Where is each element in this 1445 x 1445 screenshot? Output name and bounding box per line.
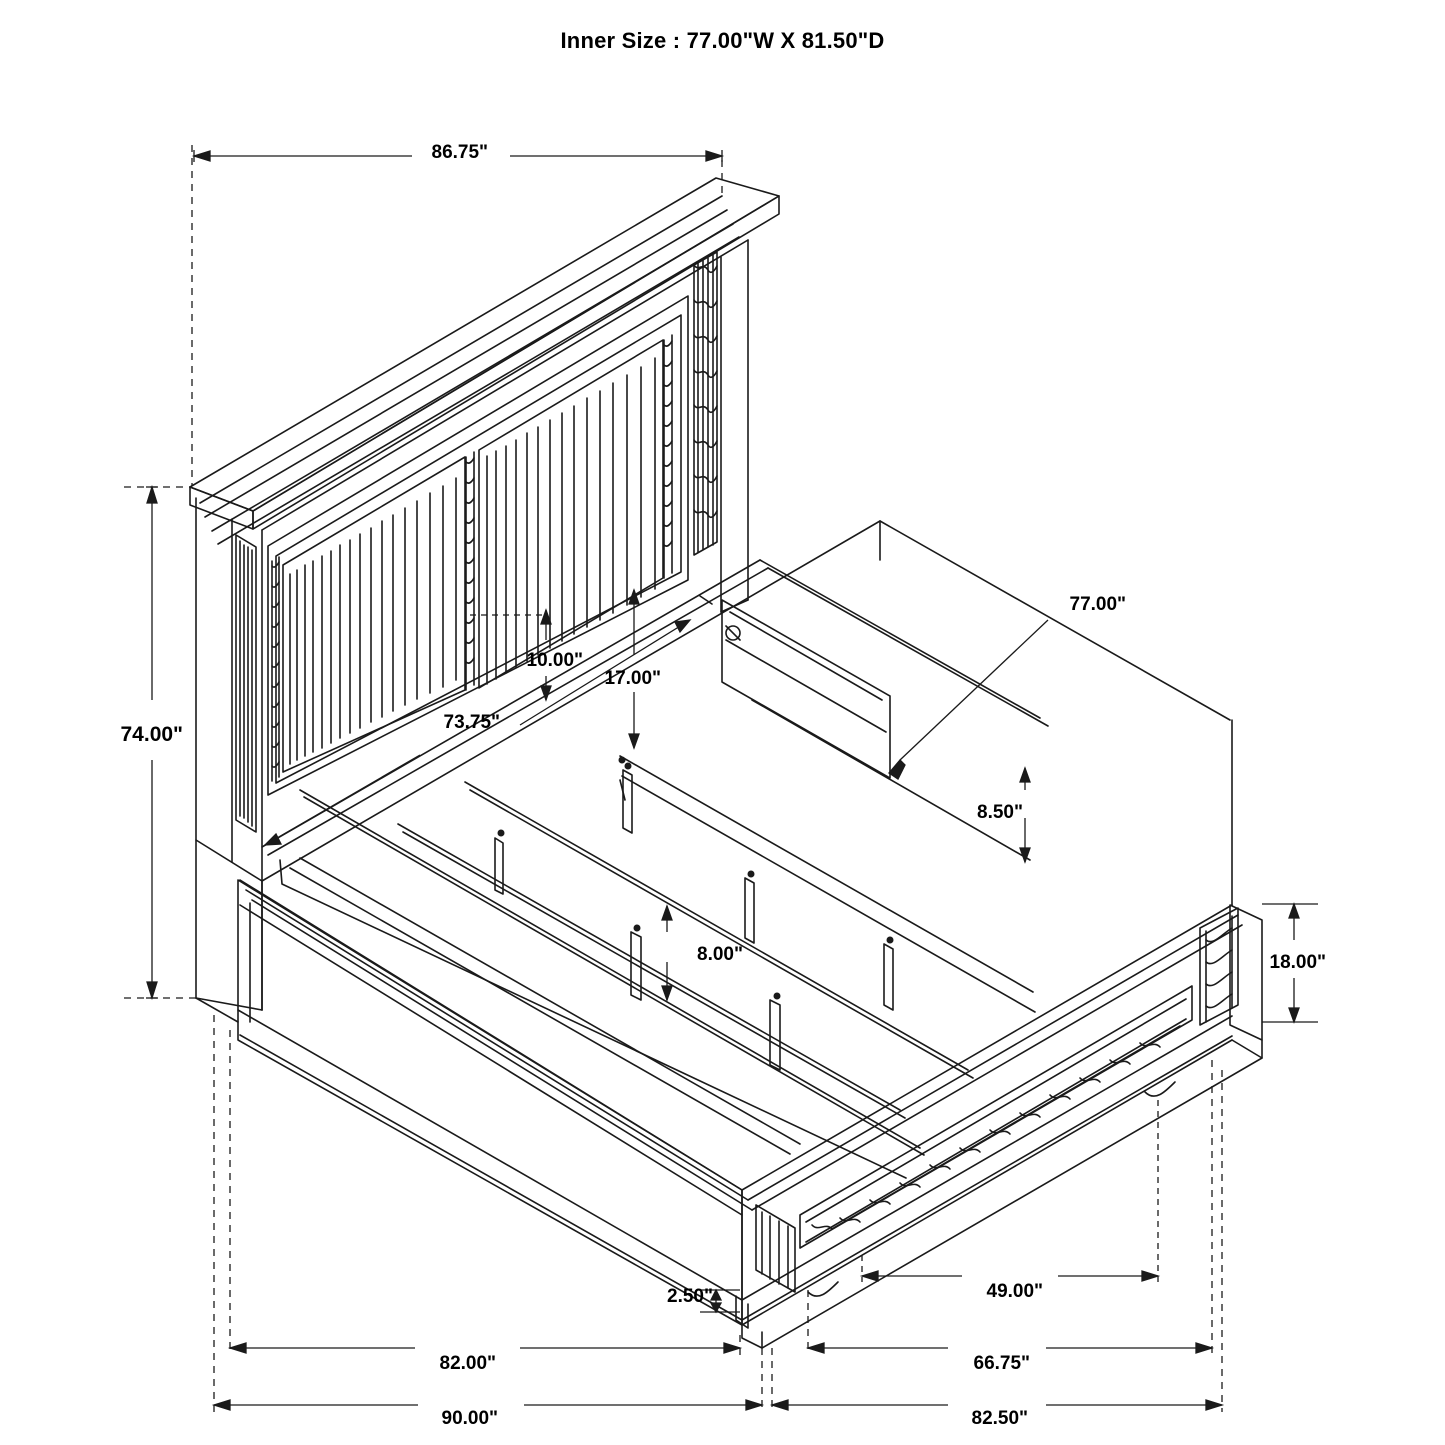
dimline-77-00-leader [889,620,1048,779]
dim-label-panel-height: 17.00" [604,668,662,689]
headboard-left-post [236,535,256,832]
dim-label-bed-length-overall: 90.00" [441,1408,499,1429]
dim-label-footboard-inner: 49.00" [986,1281,1044,1302]
headboard-panel-left [283,457,465,772]
footboard-left-post [756,1205,795,1292]
dim-label-bed-length-inner: 82.00" [439,1353,497,1374]
support-leg-6 [884,944,893,1010]
dimline-8-00 [662,906,672,1000]
dim-label-floor-clearance: 2.50" [667,1286,713,1307]
page-title: Inner Size : 77.00"W X 81.50"D [560,28,885,53]
dim-label-footboard-height: 18.00" [1269,952,1327,973]
dim-label-headboard-height: 74.00" [120,723,184,746]
panel-bead-trim-middle [466,452,474,690]
mattress-slats [290,756,1035,1154]
rail-join-left [196,881,262,1022]
support-leg-4 [745,878,754,943]
dim-label-bed-width-overall: 82.50" [971,1408,1029,1429]
headboard-crown-moulding [200,196,739,544]
dim-label-panel-inset-height: 10.00" [526,650,584,671]
dimline-49-00 [862,1100,1158,1282]
dim-label-headboard-inner-width: 73.75" [443,712,501,733]
panel-bead-trim-right [664,335,672,578]
front-rail-body [238,880,742,1325]
dim-label-inner-width: 77.00" [1069,594,1127,615]
headboard-right-post [694,252,717,555]
dim-label-footboard-width-inner: 66.75" [973,1353,1031,1374]
dim-label-center-support-height: 8.00" [697,944,743,965]
support-leg-5 [770,1000,780,1070]
front-long-rail [238,880,752,1320]
dim-label-rail-height: 8.50" [977,802,1023,823]
headboard-panel-right [479,340,663,688]
rail-bolt-detail [700,596,740,640]
dim-label-overall-top-width: 86.75" [431,142,489,163]
dimline-86-75 [192,145,722,486]
